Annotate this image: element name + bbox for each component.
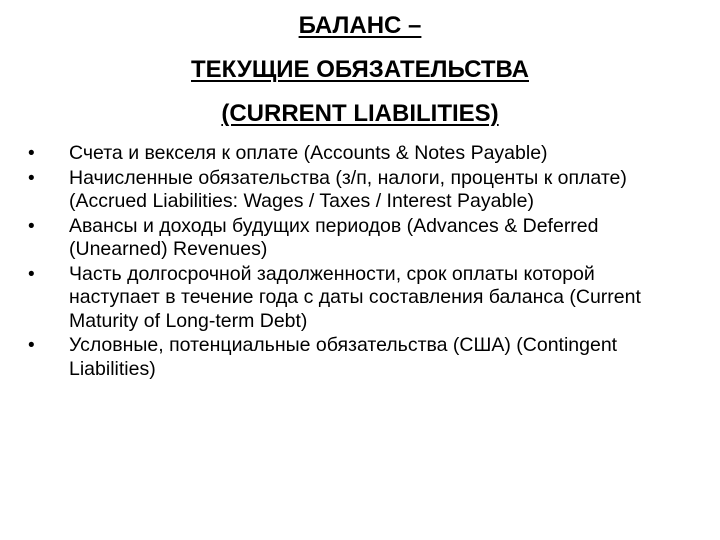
- bullet-icon: •: [28, 263, 35, 285]
- bullet-icon: •: [28, 167, 35, 189]
- bullet-icon: •: [28, 143, 35, 164]
- bullet-text: Начисленные обязательства (з/п, налоги, проценты к оплате) (Accrued Liabilities: Wages / Taxes / Interest Payable): [69, 166, 627, 212]
- bullet-text: Часть долгосрочной задолженности, срок оплаты которой наступает в течение года с даты составления баланса (Current Maturity of Long-term Debt): [69, 262, 641, 332]
- bullet-icon: •: [28, 335, 35, 356]
- bullet-list: [28, 142, 688, 382]
- bullet-item-contingent-liabilities: [28, 334, 688, 381]
- bullet-text: Авансы и доходы будущих периодов (Advances & Deferred (Unearned) Revenues): [69, 214, 599, 260]
- bullet-item-advances-deferred: [28, 215, 688, 262]
- bullet-item-current-maturity: [28, 263, 688, 334]
- title-line-2: ТЕКУЩИЕ ОБЯЗАТЕЛЬСТВА: [191, 56, 529, 83]
- bullet-item-accounts-payable: [28, 142, 688, 166]
- bullet-icon: •: [28, 215, 35, 237]
- bullet-text: Счета и векселя к оплате (Accounts & Notes Payable): [69, 142, 548, 164]
- slide-title: [60, 4, 660, 136]
- title-line-3: (CURRENT LIABILITIES): [221, 100, 499, 127]
- bullet-item-accrued-liabilities: [28, 167, 688, 214]
- title-line-1: БАЛАНС –: [298, 12, 422, 39]
- bullet-text: Условные, потенциальные обязательства (США) (Contingent Liabilities): [69, 334, 618, 380]
